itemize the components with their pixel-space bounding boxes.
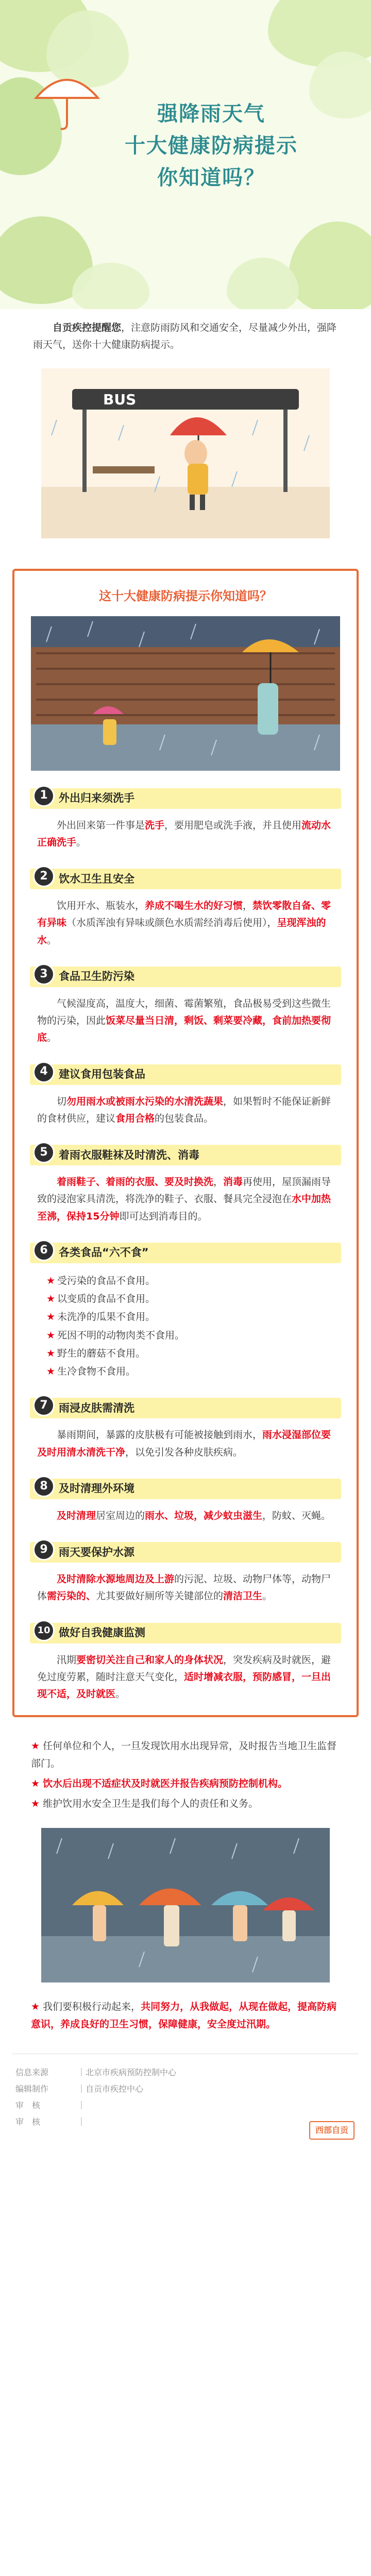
meta-row: 编辑制作 ｜ 自贡市疾控中心 (15, 2083, 144, 2094)
tip-header (30, 1243, 341, 1263)
tip-header (30, 1064, 341, 1085)
tip-number: 7 (33, 1395, 55, 1416)
title-line-1: 强降雨天气 (157, 102, 265, 126)
star-icon: ★ (46, 1347, 56, 1359)
tip-item-10 (30, 1623, 341, 1703)
tip-item-3 (30, 967, 341, 1047)
tip-header (30, 1145, 341, 1165)
star-icon: ★ (46, 1311, 56, 1323)
star-icon: ★ (46, 1329, 56, 1341)
star-icon: ★ (31, 1740, 40, 1752)
tip-number: 4 (33, 1061, 55, 1083)
tip-title: 雨天要保护水源 (59, 1546, 134, 1558)
tip-header (30, 1479, 341, 1499)
tip-body: 切勿用雨水或被雨水污染的水清洗蔬果，如果暂时不能保证新鲜的食材供应，建议食用合格的包装食品。 (37, 1095, 331, 1124)
tip-item-2 (30, 869, 341, 949)
list-item: ★ 野生的蘑菇不食用。 (46, 1347, 146, 1359)
tip-body: 及时清理居室周边的雨水、垃圾，减少蚊虫滋生，防蚊、灭蝇。 (57, 1510, 331, 1521)
tip-item-8 (30, 1479, 341, 1524)
brand-logo: 西部自贡 (309, 2121, 355, 2140)
tip-item-1 (30, 788, 341, 852)
star-icon: ★ (46, 1366, 56, 1377)
tip-header (30, 869, 341, 889)
rain-scene-illustration (31, 616, 340, 771)
star-icon: ★ (31, 2001, 40, 2013)
article-meta (12, 2054, 359, 2151)
star-icon: ★ (46, 1293, 56, 1304)
intro-lead: 自贡疾控提醒您 (53, 322, 122, 333)
tip-number: 8 (33, 1476, 55, 1497)
six-no-list (37, 1273, 334, 1381)
tip-item-4 (30, 1064, 341, 1128)
intro-paragraph (33, 319, 338, 354)
tip-item-7 (30, 1398, 341, 1461)
tip-number: 6 (33, 1240, 55, 1261)
tip-number: 10 (33, 1620, 55, 1641)
list-item: ★ 以变质的食品不食用。 (46, 1293, 156, 1304)
star-icon: ★ (31, 1798, 40, 1809)
tip-number: 3 (33, 963, 55, 985)
tip-item-5 (30, 1145, 341, 1225)
reminder-1: ★ 任何单位和个人，一旦发现饮用水出现异常，及时报告当地卫生监督部门。 (31, 1740, 337, 1769)
card-title: 这十大健康防病提示你知道吗？ (99, 588, 272, 603)
tip-title: 外出归来须洗手 (59, 792, 134, 805)
tip-number: 2 (33, 866, 55, 887)
tip-item-9 (30, 1542, 341, 1605)
tip-body: 暴雨期间，暴露的皮肤极有可能被接触到雨水，雨水浸湿部位要及时用清水清洗干净，以免引发各种皮肤疾病。 (37, 1429, 331, 1458)
tip-number: 9 (33, 1539, 55, 1561)
tip-header (30, 967, 341, 987)
tip-title: 着雨衣服鞋袜及时清洗、消毒 (59, 1148, 199, 1161)
tip-number: 5 (33, 1142, 55, 1163)
tip-item-6 (30, 1243, 341, 1381)
tip-header (30, 788, 341, 809)
intro-section (33, 309, 338, 354)
reminder-2: ★ 饮水后出现不适症状及时就医并报告疾病预防控制机构。 (31, 1777, 288, 1789)
meta-row: 审 核 ｜ (15, 2100, 86, 2110)
umbrella-icon (31, 62, 103, 134)
tip-title: 及时清理外环境 (59, 1482, 134, 1495)
star-icon: ★ (31, 1777, 40, 1789)
tip-title: 雨浸皮肤需清洗 (59, 1401, 134, 1414)
title-line-3: 你知道吗？ (157, 166, 265, 190)
tip-body (30, 1263, 341, 1381)
list-item: ★ 生冷食物不食用。 (46, 1366, 136, 1377)
closing-note: ★ 我们要积极行动起来，共同努力，从我做起，从现在做起，提高防病意识，养成良好的卫生习惯，保障健康，安全度过汛期。 (31, 2001, 337, 2030)
tip-header (30, 1623, 341, 1643)
tip-body: 及时清除水源地周边及上游的污泥、垃圾、动物尸体等，动物尸体需污染的、尤其要做好厕所等关键部位的清洁卫生。 (37, 1573, 331, 1602)
tip-body: 汛期要密切关注自己和家人的身体状况，突发疾病及时就医，避免过度劳累，随时注意天气变化，适时增减衣服，预防感冒，一旦出现不适，及时就医。 (37, 1654, 331, 1700)
tip-title: 做好自我健康监测 (59, 1626, 145, 1639)
tip-body: 着雨鞋子、着雨的衣服、要及时换洗，消毒再使用，屋顶漏雨导致的浸泡家具清洗，将洗净的鞋子、衣服、餐具完全浸泡在水中加热至沸，保持15分钟即可达到消毒目的。 (37, 1176, 331, 1222)
reminder-3: ★ 维护饮用水安全卫生是我们每个人的责任和义务。 (31, 1798, 259, 1809)
meta-row: 审 核 ｜ (15, 2116, 86, 2127)
star-icon: ★ (46, 1275, 56, 1286)
tip-header (30, 1542, 341, 1563)
reminder-section (31, 1738, 340, 1812)
tip-body: 外出回来第一件事是洗手，要用肥皂或洗手液，并且使用流动水正确洗手。 (37, 819, 331, 848)
tip-header (30, 1398, 341, 1418)
tip-number: 1 (33, 785, 55, 807)
tip-title: 建议食用包装食品 (59, 1068, 145, 1081)
tip-body: 饮用开水、瓶装水，养成不喝生水的好习惯，禁饮零散自备、零有异味（水质浑浊有异味或颜色水质需经消毒后使用），呈现浑浊的水。 (37, 900, 331, 946)
header-banner (0, 0, 371, 309)
list-item: ★ 未洗净的瓜果不食用。 (46, 1311, 156, 1323)
bus-stop-illustration (41, 368, 330, 544)
list-item: ★ 死因不明的动物肉类不食用。 (46, 1329, 185, 1341)
tip-title: 各类食品“六不食” (59, 1246, 149, 1259)
intro-text: ，注意防雨防风和交通安全，尽量减少外出，强降雨天气，送你十大健康防病提示。 (33, 322, 337, 351)
umbrella-crowd-illustration (41, 1828, 330, 1988)
list-item: ★ 受污染的食品不食用。 (46, 1275, 156, 1286)
title-line-2: 十大健康防病提示 (125, 134, 298, 158)
title-box (103, 98, 319, 194)
bus-sign: BUS (103, 391, 137, 408)
tip-body: 气候湿度高，温度大，细菌、霉菌繁殖，食品极易受到这些微生物的污染，因此饭菜尽量当日清，剩饭、剩菜要冷藏，食前加热要彻底。 (37, 997, 331, 1044)
tip-title: 食品卫生防污染 (59, 970, 134, 983)
tip-title: 饮水卫生且安全 (59, 872, 134, 885)
tips-card (12, 569, 359, 1718)
meta-row: 信息来源 ｜ 北京市疾病预防控制中心 (15, 2067, 177, 2077)
